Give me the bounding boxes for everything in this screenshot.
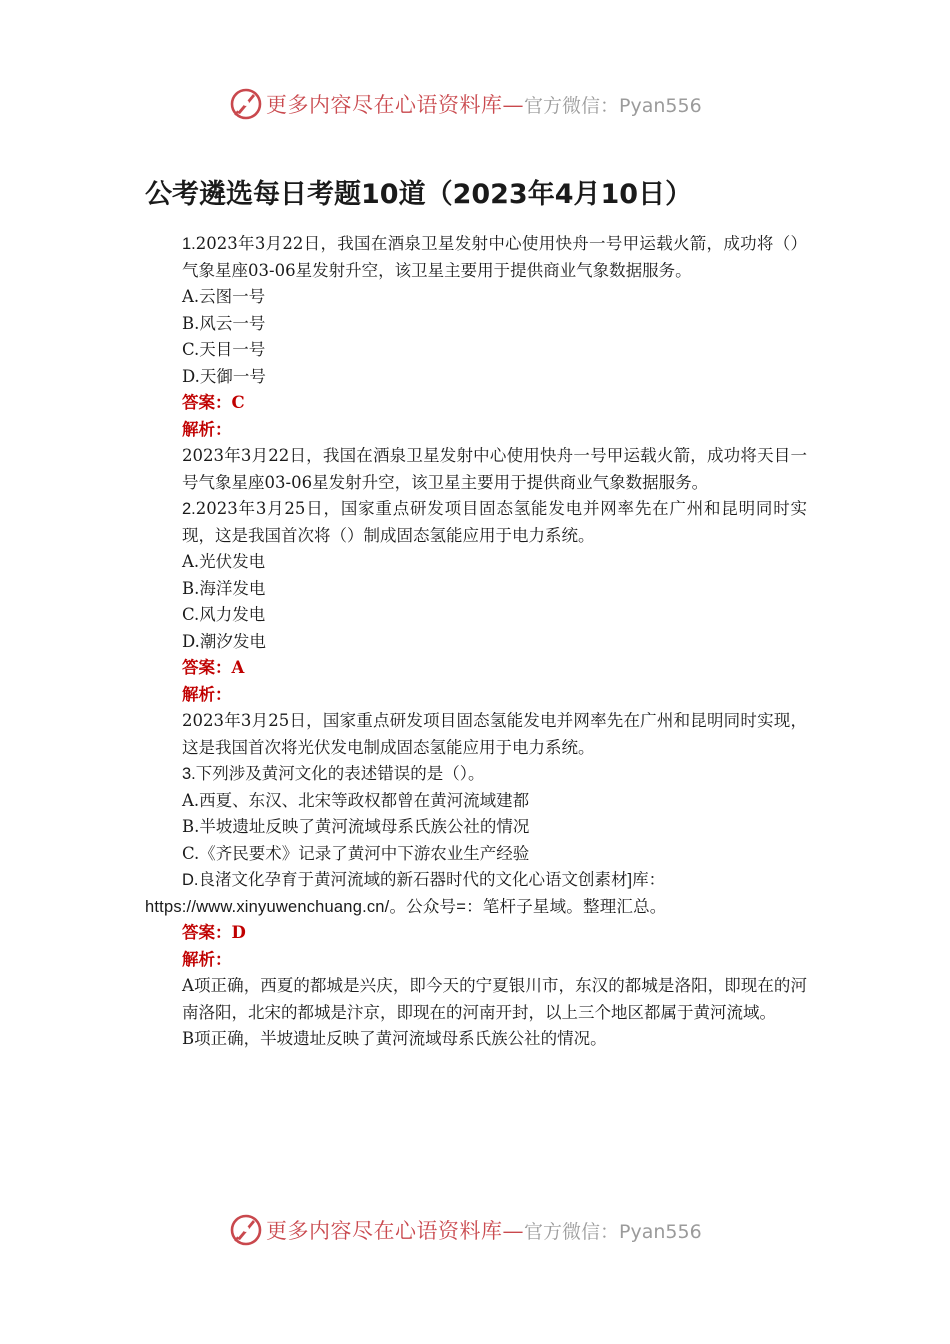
analysis-label: 解析： [182, 419, 232, 439]
question-3-stem [145, 761, 807, 788]
option-d-continuation: https://www.xinyuwenchuang.cn/。公众号=：笔杆子星域。整理汇总。 [145, 897, 667, 916]
quill-circle-logo-icon [228, 86, 264, 122]
option-c: C.风力发电 [182, 605, 266, 624]
analysis-text: 2023年3月25日，国家重点研发项目固态氢能发电并网率先在广州和昆明同时实现，这是我国首次将光伏发电制成固态氢能应用于电力系统。 [182, 711, 807, 757]
banner-text-gray: 官方微信：Pyan556 [524, 94, 702, 117]
option-a: A.光伏发电 [182, 552, 266, 571]
option-c: C.天目一号 [182, 340, 266, 359]
header-banner [228, 84, 748, 124]
option-d: D.良渚文化孕育于黄河流域的新石器时代的文化心语文创素材]库： [182, 871, 666, 889]
banner-text-gray: 官方微信：Pyan556 [524, 1220, 702, 1243]
answer-label: 答案：C [182, 393, 245, 412]
option-a: A.云图一号 [182, 287, 266, 306]
page-title: 公考遴选每日考题10道（2023年4月10日） [145, 179, 693, 210]
option-a: A.西夏、东汉、北宋等政权都曾在黄河流域建都 [182, 790, 530, 810]
banner-text-red: 更多内容尽在心语资料库— [266, 1219, 524, 1243]
document-body [145, 231, 807, 1053]
question-text: 下列涉及黄河文化的表述错误的是（）。 [195, 764, 485, 783]
analysis-label: 解析： [182, 684, 232, 704]
analysis-label: 解析： [182, 949, 232, 969]
banner-text-red: 更多内容尽在心语资料库— [266, 93, 524, 117]
analysis-text: 2023年3月22日，我国在酒泉卫星发射中心使用快舟一号甲运载火箭，成功将天目一号气象星座03-06星发射升空，该卫星主要用于提供商业气象数据服务。 [182, 446, 807, 492]
quill-circle-logo-icon [228, 1212, 264, 1248]
question-text: 2023年3月22日，我国在酒泉卫星发射中心使用快舟一号甲运载火箭，成功将（）气象星座03-06星发射升空，该卫星主要用于提供商业气象数据服务。 [182, 234, 807, 280]
answer-label: 答案：A [182, 658, 245, 677]
analysis-text: B项正确，半坡遗址反映了黄河流域母系氏族公社的情况。 [182, 1029, 607, 1048]
option-b: B.海洋发电 [182, 578, 266, 598]
option-b: B.半坡遗址反映了黄河流域母系氏族公社的情况 [182, 817, 530, 836]
answer-label: 答案：D [182, 923, 246, 942]
analysis-text: A项正确，西夏的都城是兴庆，即今天的宁夏银川市，东汉的都城是洛阳，即现在的河南洛阳，北宋的都城是汴京，即现在的河南开封，以上三个地区都属于黄河流域。 [182, 976, 807, 1022]
footer-banner [228, 1210, 748, 1250]
option-d: D.天御一号 [182, 366, 266, 386]
question-2-stem [145, 496, 807, 549]
option-c: C.《齐民要术》记录了黄河中下游农业生产经验 [182, 843, 530, 863]
question-number: 1. [182, 235, 196, 253]
question-1-stem [145, 231, 807, 284]
question-number: 2. [182, 500, 196, 518]
question-text: 2023年3月25日，国家重点研发项目固态氢能发电并网率先在广州和昆明同时实现，这是我国首次将（）制成固态氢能应用于电力系统。 [182, 499, 807, 545]
option-b: B.风云一号 [182, 313, 266, 333]
question-number: 3. [182, 765, 196, 783]
option-d: D.潮汐发电 [182, 631, 266, 651]
